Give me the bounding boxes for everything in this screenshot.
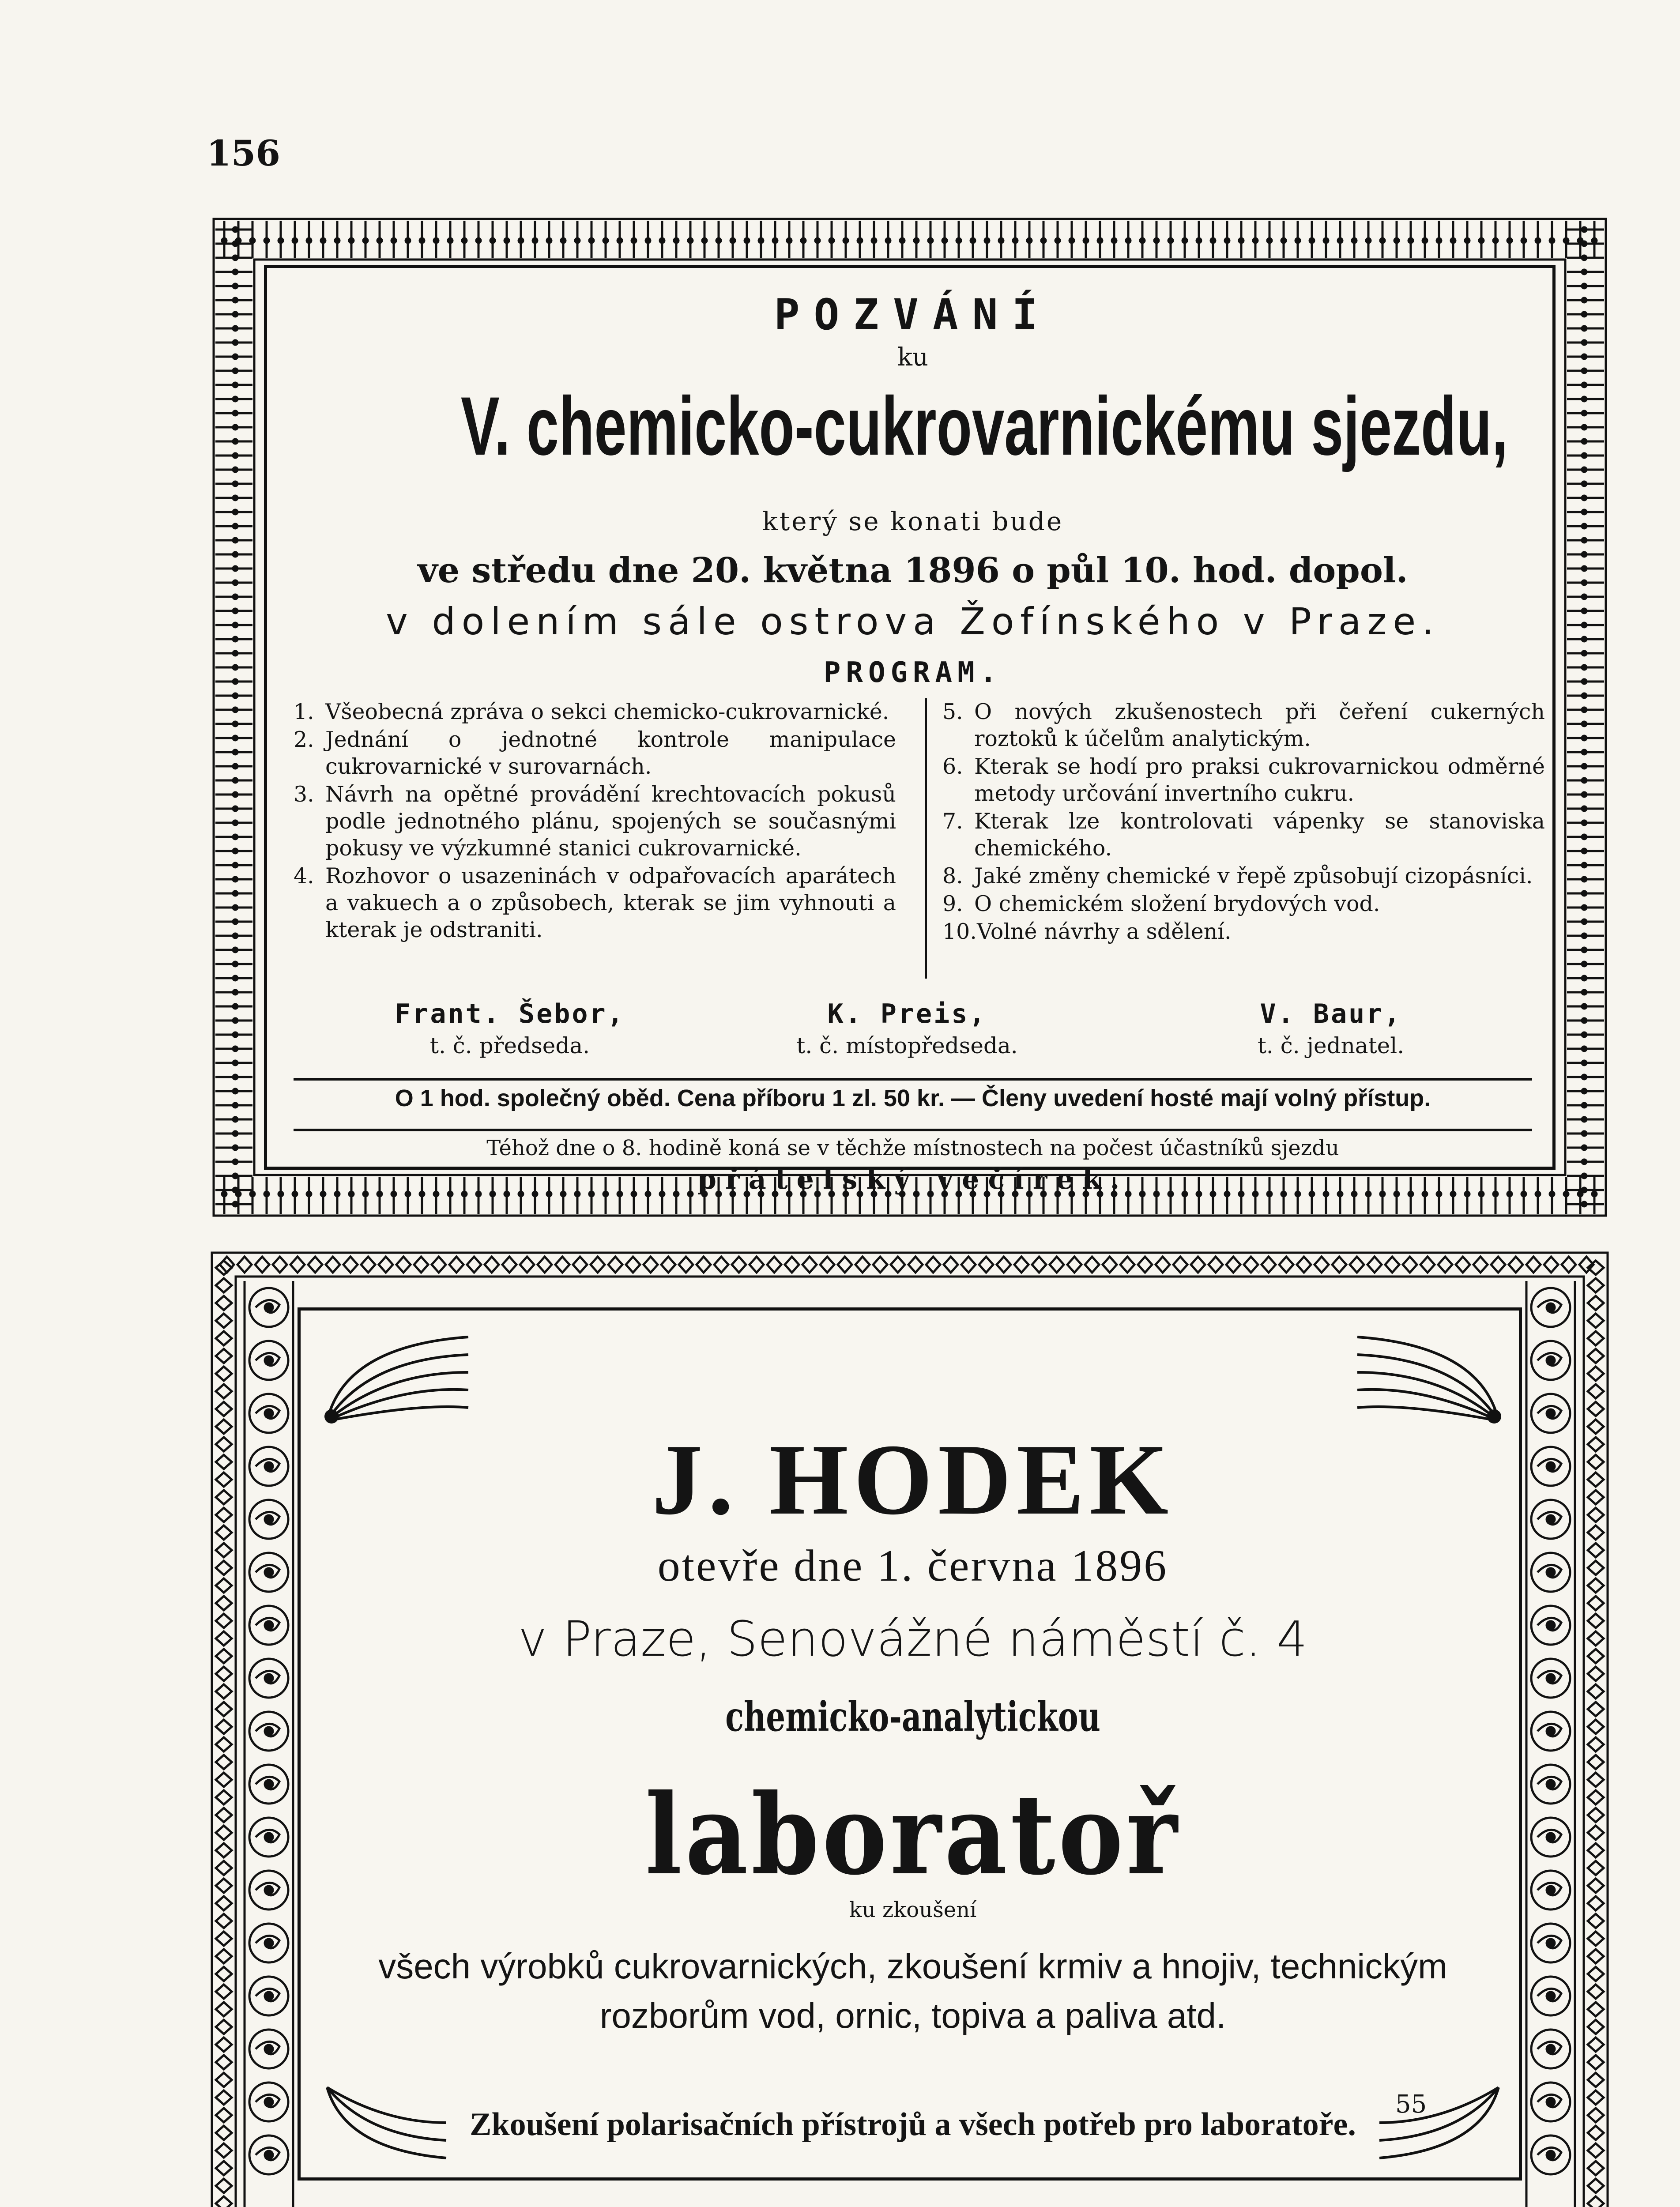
lab-ku: ku zkoušení <box>849 1898 977 1922</box>
program-item-number: 10. <box>942 919 977 944</box>
polarization-note: Zkoušení polarisačních přístrojů a všech potřeb pro laboratoře. <box>470 2106 1356 2143</box>
program-item <box>294 862 896 943</box>
lab-word: laboratoř <box>645 1770 1181 1899</box>
signatory <box>311 998 708 1058</box>
evening-note: Téhož dne o 8. hodině koná se v těchže místnostech na počest účastníků sjezdu <box>486 1136 1339 1160</box>
services-text: všech výrobků cukrovarnických, zkoušení krmiv a hnojiv, technickým rozborům vod, ornic, topiva a paliva atd. <box>378 1947 1447 2035</box>
program-item-number: 3. <box>294 782 314 807</box>
invitation-ku: ku <box>897 343 928 372</box>
program-item-text: Jaké změny chemické v řepě způsobují cizopásníci. <box>974 863 1533 889</box>
corner-fan-ornament-left <box>318 1328 477 1425</box>
program-item-text: Návrh na opětné provádění krechtovacích pokusů podle jednotného plánu, spojených se současnými pokusy ve výzkumné stanici cukrovarnické. <box>325 782 896 861</box>
invitation-title: POZVÁNÍ <box>774 290 1052 339</box>
program-item <box>294 726 896 780</box>
program-item-number: 8. <box>942 863 963 889</box>
divider-rule <box>294 1129 1532 1131</box>
laboratory-panel <box>298 1307 1522 2181</box>
program-item-text: O nových zkušenostech při čeření cukerných roztoků k účelům analytickým. <box>974 699 1545 751</box>
program-item <box>942 890 1545 917</box>
program-item <box>942 753 1545 807</box>
program-column-divider <box>925 698 927 979</box>
program-item-text: Jednání o jednotné kontrole manipulace cukrovarnické v surovarnách. <box>325 727 896 779</box>
signatory-name: K. Preis, <box>827 998 987 1029</box>
invitation-headline: V. chemicko-cukrovarnickému sjezdu, <box>460 380 1508 472</box>
program-item-number: 2. <box>294 727 314 752</box>
corner-fan-ornament-right <box>1349 1328 1507 1425</box>
program-item-text: O chemickém složení brydových vod. <box>974 891 1380 916</box>
lab-type: chemicko-analytickou <box>725 1693 1100 1740</box>
program-item-number: 6. <box>942 754 963 779</box>
lunch-note: O 1 hod. společný oběd. Cena příboru 1 zl. 50 kr. — Členy uvedení hosté mají volný přístup. <box>395 1085 1431 1111</box>
program-item <box>942 918 1545 945</box>
signatory <box>708 998 1106 1058</box>
program-item-text: Všeobecná zpráva o sekci chemicko-cukrovarnické. <box>325 699 889 724</box>
program-item-number: 1. <box>294 699 314 724</box>
signatory <box>1132 998 1529 1058</box>
program-right-column <box>942 698 1545 946</box>
company-name: J. HODEK <box>652 1423 1174 1536</box>
divider-rule <box>294 1078 1532 1081</box>
invitation-date-line: ve středu dne 20. května 1896 o půl 10. hod. dopol. <box>418 550 1408 591</box>
program-item <box>942 808 1545 862</box>
page-number: 156 <box>207 132 280 174</box>
program-item-text: Volné návrhy a sdělení. <box>976 919 1232 944</box>
program-item-number: 7. <box>942 809 963 834</box>
program-heading: PROGRAM. <box>823 656 1002 689</box>
laboratory-ad <box>209 1250 1610 2207</box>
program-item-number: 5. <box>942 699 963 724</box>
signatory-role: t. č. předseda. <box>429 1033 590 1058</box>
program-item-number: 9. <box>942 891 963 916</box>
reference-number: 55 <box>1395 2090 1427 2119</box>
program-item <box>294 781 896 862</box>
program-left-column <box>294 698 896 944</box>
signatory-role: t. č. jednatel. <box>1257 1033 1405 1058</box>
program-item-text: Rozhovor o usazeninách v odpařovacích aparátech a vakuech a o způsobech, kterak se jim vyhnouti a kterak je odstraniti. <box>325 863 896 942</box>
evening-title: přátelský večírek. <box>697 1163 1129 1195</box>
signatory-name: V. Baur, <box>1260 998 1402 1029</box>
program-item-number: 4. <box>294 863 314 889</box>
opening-date: otevře dne 1. června 1896 <box>657 1541 1168 1591</box>
program-item <box>942 862 1545 889</box>
signatory-name: Frant. Šebor, <box>395 998 625 1029</box>
program-item <box>294 698 896 725</box>
invitation-ad <box>211 216 1608 1218</box>
program-item-text: Kterak se hodí pro praksi cukrovarnickou odměrné metody určování invertního cukru. <box>974 754 1545 806</box>
signatory-role: t. č. místopředseda. <box>796 1033 1018 1058</box>
program-item <box>942 698 1545 752</box>
invitation-panel <box>264 265 1556 1195</box>
address-line: v Praze, Senovážné náměstí č. 4 <box>518 1611 1307 1667</box>
program-item-text: Kterak lze kontrolovati vápenky se stanoviska chemického. <box>974 809 1545 861</box>
invitation-venue-line: v dolením sále ostrova Žofínského v Praze. <box>386 600 1440 643</box>
invitation-subtitle-1: který se konati bude <box>762 506 1064 536</box>
